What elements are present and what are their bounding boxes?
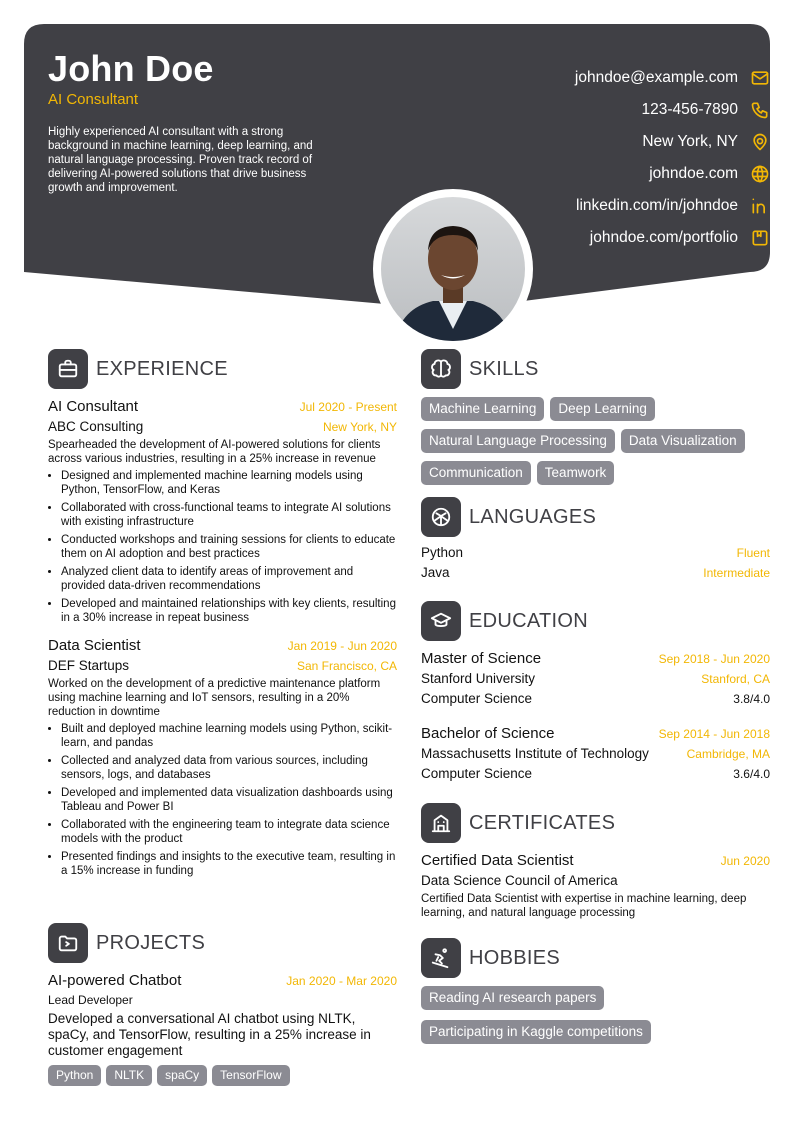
language-level: Intermediate [703,566,770,580]
projects-heading [48,923,205,963]
language-icon [421,497,461,537]
contact-linkedin-text[interactable]: linkedin.com/in/johndoe [576,197,738,214]
experience-list [48,398,397,882]
company-location: San Francisco, CA [296,659,397,673]
role-description: Worked on the development of a predictive maintenance platform using machine learning and IoT sensors, resulting in a 20% reduction in downtime [48,678,381,718]
company-name: DEF Startups [48,658,130,673]
certificate-item [421,852,770,920]
institution-icon [421,803,461,843]
education-date: Sep 2018 - Jun 2020 [658,652,770,666]
degree-name: Bachelor of Science [421,725,555,742]
education-item [421,650,770,711]
graduation-cap-icon [421,601,461,641]
role-bullets [48,722,397,878]
contact-website[interactable] [330,158,770,190]
language-name: Python [421,545,464,560]
certificate-date: Jun 2020 [720,854,770,868]
certificate-title: Certified Data Scientist [421,852,574,869]
contact-phone[interactable] [330,94,770,126]
contact-email-text[interactable]: johndoe@example.com [574,69,738,86]
degree-name: Master of Science [421,650,542,667]
contact-website-text[interactable]: johndoe.com [649,165,738,182]
role-date: Jan 2019 - Jun 2020 [287,639,397,653]
hobbies-list [421,986,770,1052]
language-item [421,545,770,565]
project-description: Developed a conversational AI chatbot using NLTK, spaCy, and TensorFlow, resulting in a 25% increase in customer engagement [48,1011,371,1058]
skill-tag: Data Visualization [621,429,745,453]
folder-icon [48,923,88,963]
school-name: Stanford University [421,671,536,686]
project-date: Jan 2020 - Mar 2020 [286,974,397,988]
languages-list [421,545,770,585]
mail-icon [750,68,770,88]
experience-title: EXPERIENCE [96,357,228,380]
briefcase-icon [48,349,88,389]
hobby-tag: Reading AI research papers [421,986,604,1010]
skills-heading [421,349,539,389]
job-title: AI Consultant [48,91,139,108]
portfolio-icon [750,228,770,248]
hobby-tag: Participating in Kaggle competitions [421,1020,651,1044]
bullet-item: • Collected and analyzed data from various sources, including sensors, logs, and databases [61,754,397,782]
bullet-item: • Designed and implemented machine learning models using Python, TensorFlow, and Keras [61,469,397,497]
skill-tag: Natural Language Processing [421,429,615,453]
company-name: ABC Consulting [48,419,144,434]
bullet-item: • Collaborated with the engineering team to integrate data science models with the product [61,818,397,846]
school-location: Cambridge, MA [686,747,770,761]
experience-item [48,637,397,878]
languages-heading [421,497,596,537]
education-item [421,725,770,786]
education-heading [421,601,588,641]
project-item [48,972,397,1086]
phone-icon [750,100,770,120]
brain-icon [421,349,461,389]
gpa: 3.6/4.0 [733,767,770,781]
education-date: Sep 2014 - Jun 2018 [658,727,770,741]
education-list [421,650,770,786]
skill-tag: Deep Learning [550,397,655,421]
languages-title: LANGUAGES [469,505,597,528]
field-of-study: Computer Science [421,691,533,706]
role-title: Data Scientist [48,637,141,654]
project-tag: NLTK [106,1065,152,1086]
project-tag: TensorFlow [212,1065,289,1086]
school-name: Massachusetts Institute of Technology [421,746,649,761]
school-location: Stanford, CA [701,672,770,686]
language-name: Java [421,565,450,580]
gpa: 3.8/4.0 [733,692,770,706]
language-item [421,565,770,585]
project-tags [48,1065,397,1086]
skill-tag: Communication [421,461,531,485]
skill-tag: Machine Learning [421,397,544,421]
bullet-item: • Built and deployed machine learning models using Python, scikit-learn, and pandas [61,722,397,750]
role-date: Jul 2020 - Present [299,400,397,414]
language-level: Fluent [736,546,770,560]
linkedin-icon [750,196,770,216]
field-of-study: Computer Science [421,766,533,781]
contact-email[interactable] [330,62,770,94]
experience-item [48,398,397,625]
bullet-item: • Conducted workshops and training sessions for clients to educate them on AI adoption and best practices [61,533,397,561]
experience-heading [48,349,228,389]
profile-photo [373,189,533,349]
project-role: Lead Developer [48,993,133,1007]
project-tag: spaCy [157,1065,207,1086]
contact-phone-text[interactable]: 123-456-7890 [641,101,738,118]
certificates-heading [421,803,615,843]
skill-tag: Teamwork [537,461,615,485]
skiing-icon [421,938,461,978]
location-pin-icon [750,132,770,152]
projects-title: PROJECTS [96,931,206,954]
skills-title: SKILLS [469,357,539,380]
contact-portfolio-text[interactable]: johndoe.com/portfolio [589,229,738,246]
profile-summary: Highly experienced AI consultant with a strong background in machine learning, deep learning, and natural language processing. Proven track record of delivering AI-powered solutions that drive business growth and improvement. [48,126,313,194]
globe-icon [750,164,770,184]
role-description: Spearheaded the development of AI-powered solutions for clients across various industries, resulting in a 25% increase in revenue [48,439,381,465]
skills-list [421,397,781,493]
candidate-name: John Doe [48,48,214,89]
certificate-issuer: Data Science Council of America [421,873,618,888]
bullet-item: • Developed and implemented data visualization dashboards using Tableau and Power BI [61,786,397,814]
hobbies-title: HOBBIES [469,946,561,969]
role-title: AI Consultant [48,398,139,415]
project-tag: Python [48,1065,101,1086]
contact-location-text: New York, NY [642,133,738,150]
hobbies-heading [421,938,560,978]
project-title: AI-powered Chatbot [48,972,182,989]
education-title: EDUCATION [469,609,588,632]
bullet-item: • Presented findings and insights to the executive team, resulting in a 15% increase in funding [61,850,397,878]
certificate-description: Certified Data Scientist with expertise in machine learning, deep learning, and natural language processing [421,893,747,919]
bullet-item: • Analyzed client data to identify areas of improvement and provided data-driven recommendations [61,565,397,593]
bullet-item: • Developed and maintained relationships with key clients, resulting in a 30% increase in repeat business [61,597,397,625]
company-location: New York, NY [322,420,397,434]
certificates-title: CERTIFICATES [469,811,616,834]
bullet-item: • Collaborated with cross-functional teams to integrate AI solutions with existing infrastructure [61,501,397,529]
contact-location [330,126,770,158]
role-bullets [48,469,397,625]
